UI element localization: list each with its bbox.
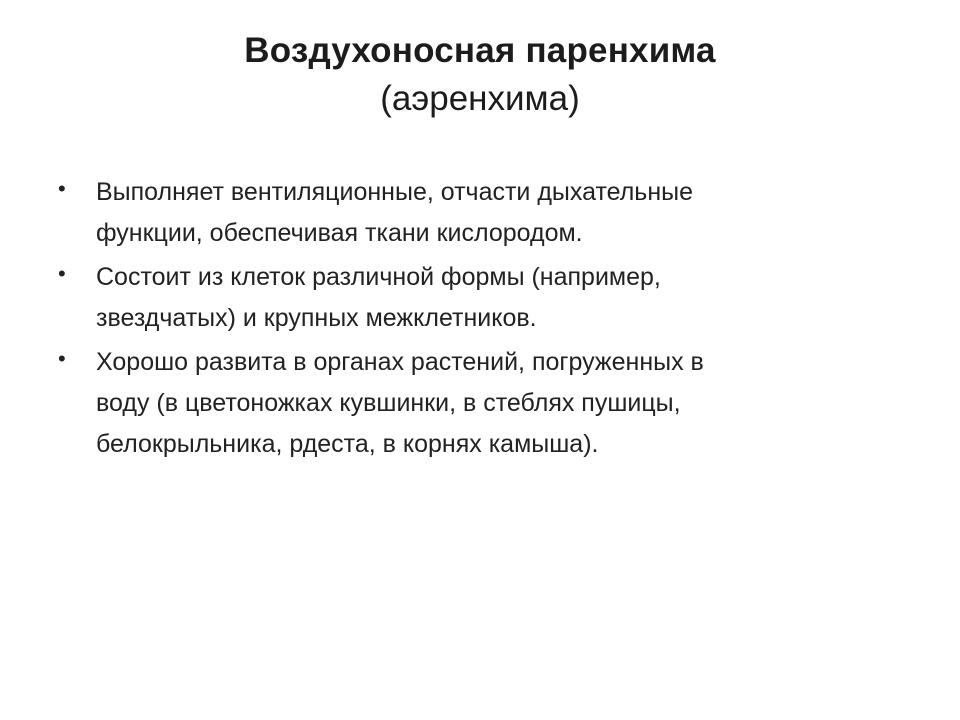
bullet-line: белокрыльника, рдеста, в корнях камыша). [96,430,599,458]
title-block [0,26,960,122]
bullet-item [58,172,918,254]
bullet-line: функции, обеспечивая ткани кислородом. [96,219,583,247]
bullet-line: Хорошо развита в органах растений, погруженных в [96,348,704,376]
bullet-marker-icon: • [58,346,66,371]
bullet-list [58,172,918,468]
bullet-line: Выполняет вентиляционные, отчасти дыхательные [96,178,694,206]
bullet-item [58,257,918,339]
bullet-line: воду (в цветоножках кувшинки, в стеблях пушицы, [96,389,681,417]
bullet-marker-icon: • [58,176,66,201]
slide-title: Воздухоносная паренхима [244,31,716,70]
bullet-line: звездчатых) и крупных межклетников. [96,304,537,332]
slide-subtitle: (аэренхима) [380,79,580,118]
bullet-item [58,342,918,465]
bullet-marker-icon: • [58,261,66,286]
bullet-line: Состоит из клеток различной формы (например, [96,263,661,291]
